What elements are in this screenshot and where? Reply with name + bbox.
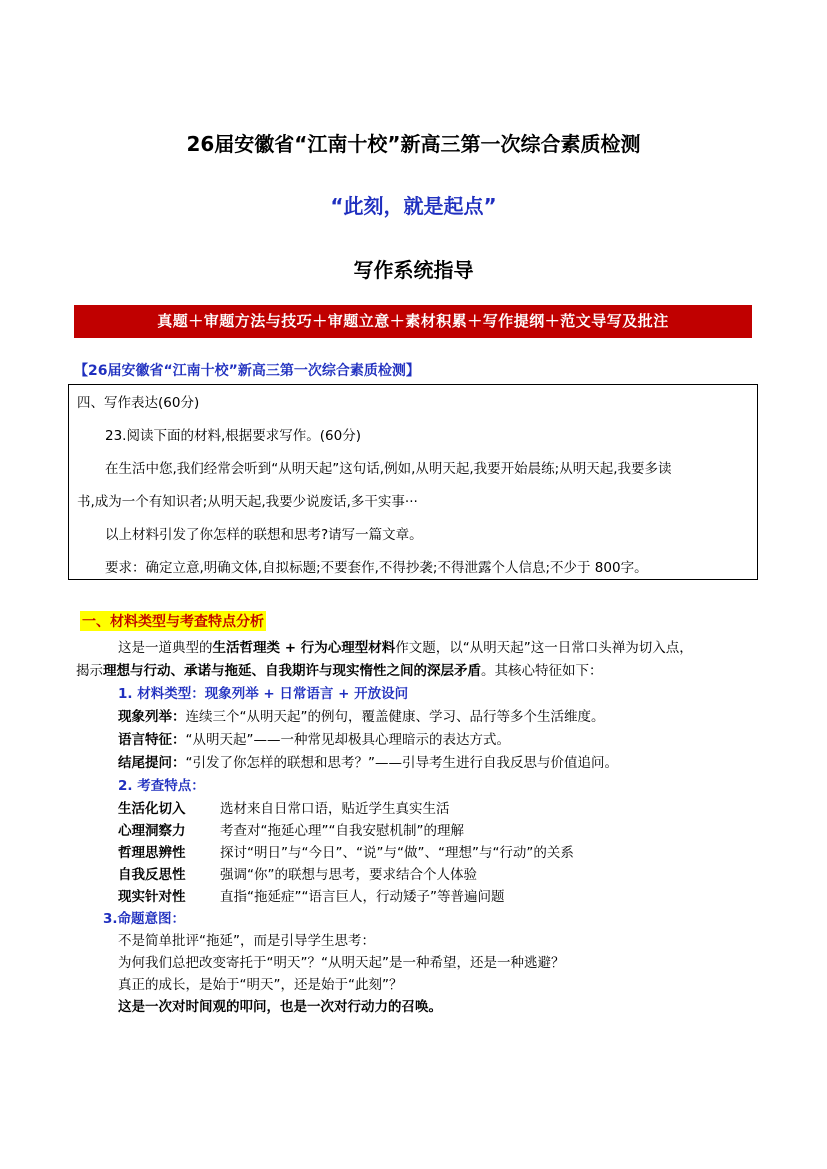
- type-item: 语言特征：“从明天起”——一种常见却极具心理暗示的表达方式。: [118, 732, 510, 748]
- source-heading: 【26届安徽省“江南十校”新高三第一次综合素质检测】: [74, 363, 420, 379]
- intent-line: 真正的成长，是始于“明天”，还是始于“此刻”？: [118, 977, 403, 993]
- content-banner: 真题＋审题方法与技巧＋审题立意＋素材积累＋写作提纲＋范文导写及批注: [74, 305, 752, 338]
- feature-row: 生活化切入 选材来自日常口语，贴近学生真实生活: [118, 801, 450, 817]
- question-box: [68, 384, 758, 580]
- question-text: 以上材料引发了你怎样的联想和思考?请写一篇文章。: [105, 527, 423, 543]
- feature-row: 自我反思性 强调“你”的联想与思考，要求结合个人体验: [118, 867, 477, 883]
- question-requirements: 要求：确定立意,明确文体,自拟标题;不要套作,不得抄袭;不得泄露个人信息;不少于 800字。: [105, 560, 648, 576]
- question-prompt: 23.阅读下面的材料,根据要求写作。(60分): [105, 428, 361, 444]
- analysis-heading: 一、材料类型与考查特点分析: [80, 611, 266, 631]
- feature-row: 心理洞察力 考查对“拖延心理”“自我安慰机制”的理解: [118, 823, 464, 839]
- document-title: 26届安徽省“江南十校”新高三第一次综合素质检测: [186, 132, 641, 156]
- document-subtitle: “此刻，就是起点”: [330, 194, 497, 218]
- intent-conclusion: 这是一次对时间观的叩问，也是一次对行动力的召唤。: [118, 999, 442, 1015]
- section-title: 写作系统指导: [353, 258, 474, 282]
- feature-row: 现实针对性 直指“拖延症”“语言巨人，行动矮子”等普遍问题: [118, 889, 505, 905]
- question-material-line-1: 在生活中您,我们经常会听到“从明天起”这句话,例如,从明天起,我要开始晨练;从明天起,我要多读: [105, 461, 672, 477]
- type-item: 结尾提问：“引发了你怎样的联想和思考？”——引导考生进行自我反思与价值追问。: [118, 755, 618, 771]
- intent-heading: 3.命题意图：: [103, 911, 186, 927]
- feature-heading: 2. 考查特点：: [118, 778, 205, 794]
- material-type-heading: 1. 材料类型：现象列举 + 日常语言 + 开放设问: [118, 686, 409, 702]
- intro-line-1: 这是一道典型的生活哲理类 + 行为心理型材料作文题，以“从明天起”这一日常口头禅为切入点，: [118, 640, 693, 656]
- feature-row: 哲理思辨性 探讨“明日”与“今日”、“说”与“做”、“理想”与“行动”的关系: [118, 845, 574, 861]
- question-material-line-2: 书,成为一个有知识者;从明天起,我要少说废话,多干实事···: [77, 494, 418, 510]
- type-item: 现象列举：连续三个“从明天起”的例句，覆盖健康、学习、品行等多个生活维度。: [118, 709, 605, 725]
- intent-line: 不是简单批评“拖延”，而是引导学生思考：: [118, 933, 375, 949]
- intent-line: 为何我们总把改变寄托于“明天”？“从明天起”是一种希望，还是一种逃避？: [118, 955, 565, 971]
- intro-line-2: 揭示理想与行动、承诺与拖延、自我期许与现实惰性之间的深层矛盾。其核心特征如下：: [76, 663, 603, 679]
- question-part: 四、写作表达(60分): [77, 395, 200, 411]
